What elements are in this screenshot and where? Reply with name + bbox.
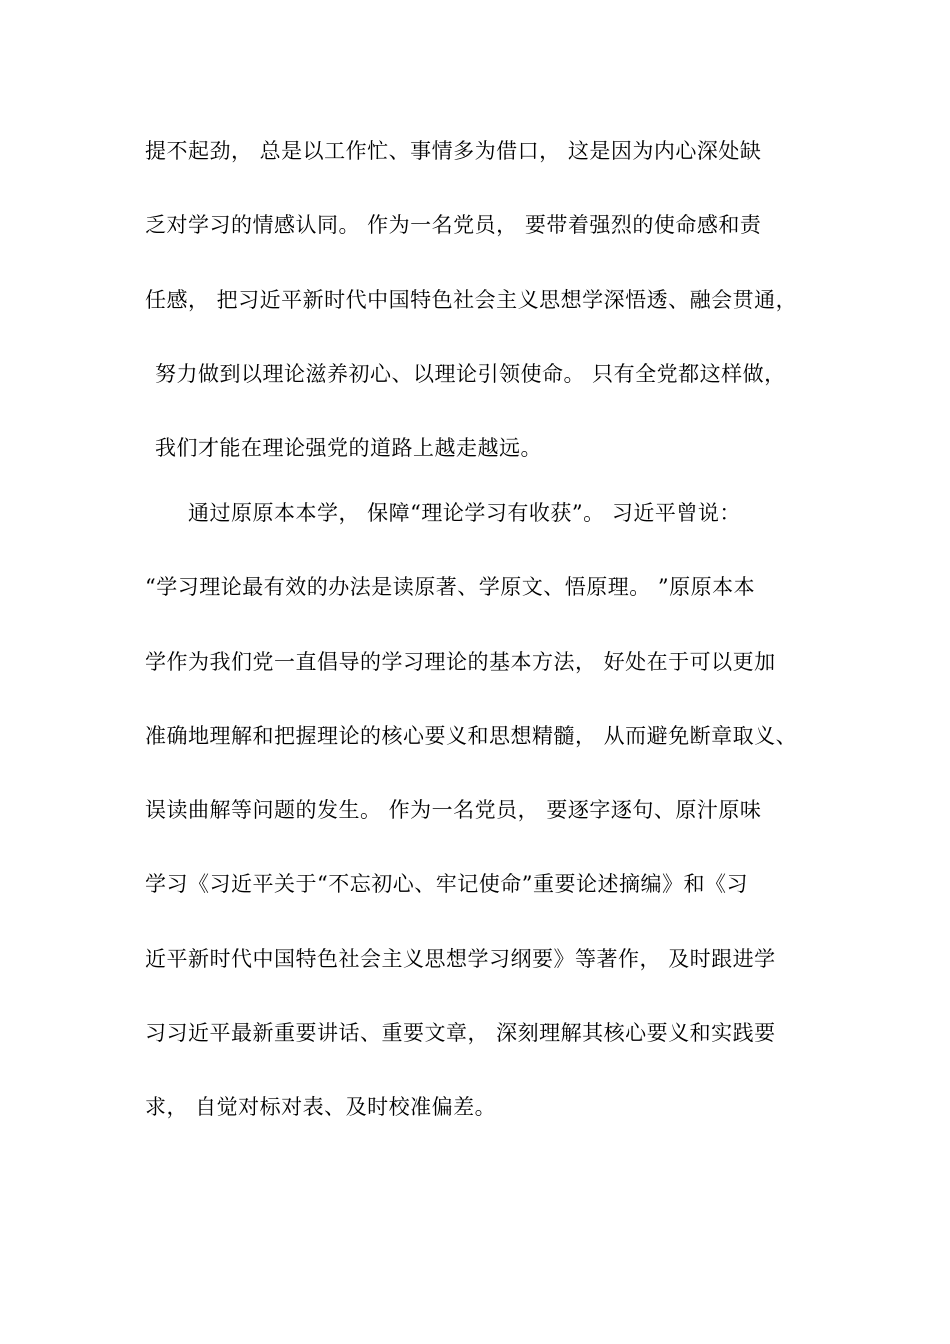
text-line: 误读曲解等问题的发生。 作为一名党员， 要逐字逐句、原汁原味 bbox=[145, 798, 762, 822]
text-line: 准确地理解和把握理论的核心要义和思想精髓， 从而避免断章取义、 bbox=[145, 724, 798, 748]
text-line: “学习理论最有效的办法是读原著、学原文、悟原理。 ”原原本本 bbox=[145, 575, 756, 599]
text-line: 努力做到以理论滋养初心、以理论引领使命。 只有全党都这样做， bbox=[155, 362, 786, 386]
text-line: 学作为我们党一直倡导的学习理论的基本方法， 好处在于可以更加 bbox=[145, 650, 776, 674]
text-line: 我们才能在理论强党的道路上越走越远。 bbox=[155, 436, 542, 460]
text-line: 求， 自觉对标对表、及时校准偏差。 bbox=[145, 1095, 497, 1119]
paragraph-start-line: 通过原原本本学， 保障“理论学习有收获”。 习近平曾说： bbox=[188, 501, 741, 525]
text-line: 乏对学习的情感认同。 作为一名党员， 要带着强烈的使命感和责 bbox=[145, 213, 762, 237]
text-line: 习习近平最新重要讲话、重要文章， 深刻理解其核心要义和实践要 bbox=[145, 1021, 776, 1045]
text-line: 提不起劲， 总是以工作忙、事情多为借口， 这是因为内心深处缺 bbox=[145, 139, 762, 163]
text-line: 任感， 把习近平新时代中国特色社会主义思想学深悟透、融会贯通， bbox=[145, 288, 798, 312]
text-line: 近平新时代中国特色社会主义思想学习纲要》等著作， 及时跟进学 bbox=[145, 947, 776, 971]
text-line: 学习《习近平关于“不忘初心、牢记使命”重要论述摘编》和《习 bbox=[145, 872, 748, 896]
